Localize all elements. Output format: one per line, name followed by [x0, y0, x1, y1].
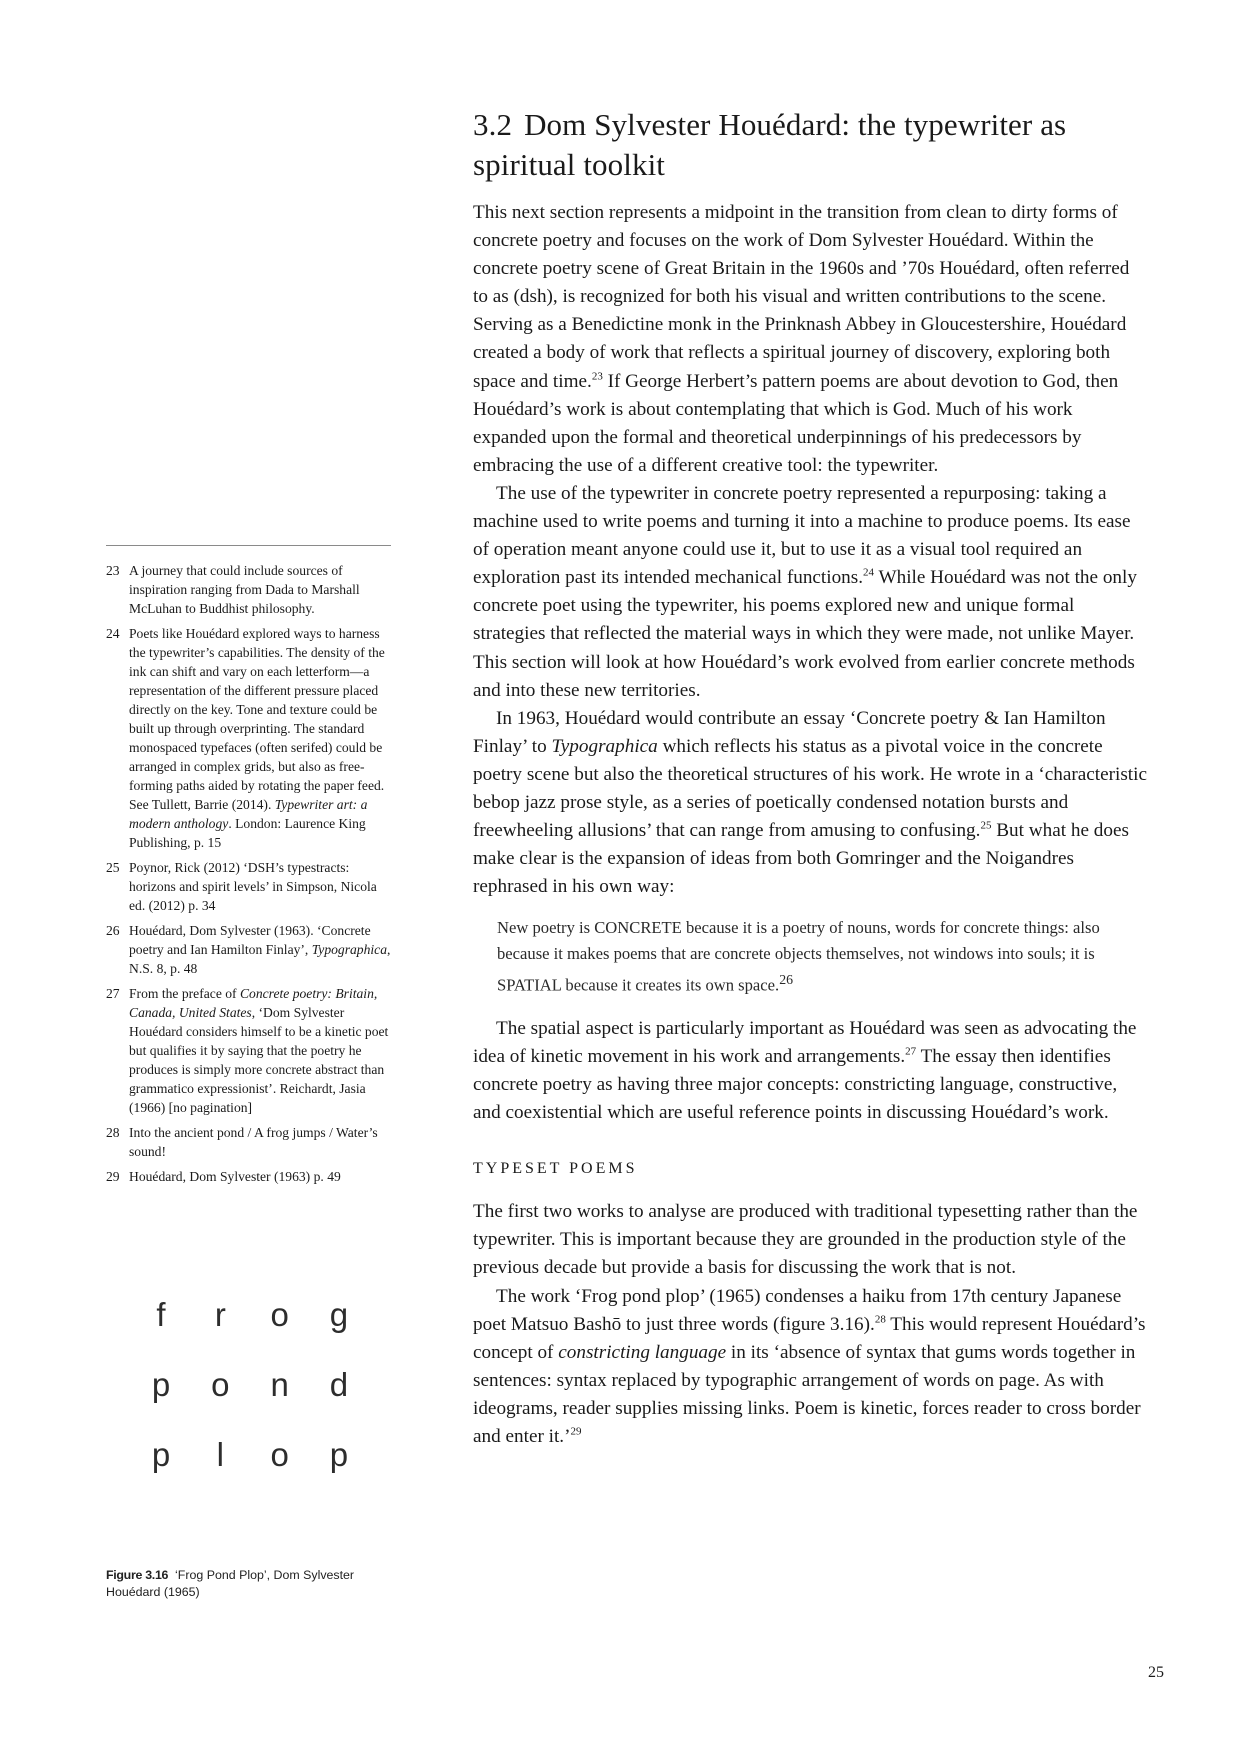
poem-letter: g — [329, 1296, 349, 1333]
text: , ‘Dom Sylvester Houédard considers himself to be a kinetic poet but qualifies it by saying that the poetry he produces is simply more concrete abstract than grammatico expressionist’. Reichardt, Jasia (1966) [no pagination] — [129, 1005, 389, 1115]
poem-letter: o — [270, 1296, 289, 1333]
text: This next section represents a midpoint in the transition from clean to dirty forms of concrete poetry and focuses on the work of Dom Sylvester Houédard. Within the concrete poetry scene of Great Britain in the 1960s and ’70s Houédard, often referred to as (dsh), is recognized for both his visual and written contributions to the scene. Serving as a Benedictine monk in the Prinknash Abbey in Gloucestershire, Houédard created a body of work that reflects a spiritual journey of discovery, exploring both space and time. — [473, 202, 1130, 392]
poem-row — [150, 1366, 350, 1404]
text: in its ‘absence of syntax that gums words together in sentences: syntax replaced by typographic arrangement of words on page. As with ideograms, reader supplies missing links. Poem is kinetic, forces reader to cross border and enter it.’ — [473, 1341, 1141, 1447]
text: If George Herbert’s pattern poems are about devotion to God, then Houédard’s work is about contemplating that which is God. Much of his work expanded upon the formal and theoretical underpinnings of his predecessors by embracing the use of a different creative tool: the typewriter. — [473, 370, 1119, 476]
footnote — [106, 921, 391, 978]
footnote-number: 24 — [106, 626, 120, 641]
italic-title: Typewriter art: a modern anthology — [129, 797, 368, 831]
footnote — [106, 1167, 391, 1186]
footnote — [106, 984, 391, 1117]
section-number: 3.2 — [473, 107, 513, 142]
text: The essay then identifies concrete poetry as having three major concepts: constricting language, constructive, and coexistential which are useful reference points in discussing Houédard’s work. — [473, 1045, 1118, 1124]
footnote-text: Houédard, Dom Sylvester (1963) p. 49 — [129, 1169, 341, 1184]
italic-title: Typographica — [311, 942, 387, 957]
footnote-ref[interactable]: 25 — [980, 819, 992, 832]
poem-row — [150, 1436, 350, 1474]
paragraph-5 — [473, 1198, 1148, 1282]
text: The first two works to analyse are produced with traditional typesetting rather than the typewriter. This is important because they are grounded in the production style of the previous decade but provide a basis for discussing the work that is not. — [473, 1201, 1138, 1279]
text: Poets like Houédard explored ways to harness the typewriter’s capabilities. The density of the ink can shift and vary on each letterform—a representation of the different pressure placed directly on the key. Tone and texture could be built up through overprinting. The standard monospaced typefaces (often serifed) could be arranged in complex grids, but also as free-forming paths aided by rotating the paper feed. See Tullett, Barrie (2014). — [129, 626, 385, 812]
quote-text: New poetry is CONCRETE because it is a poetry of nouns, words for concrete things: also because it makes poems that are concrete objects themselves, not windows into souls; it is SPATIAL because it creates its own space. — [497, 918, 1100, 995]
poem-row — [150, 1296, 350, 1334]
footnote — [106, 624, 391, 852]
footnote-number: 26 — [106, 923, 120, 938]
paragraph-3 — [473, 705, 1148, 902]
footnote-number: 28 — [106, 1125, 120, 1140]
italic-term: constricting language — [558, 1341, 727, 1363]
footnote-ref[interactable]: 23 — [591, 370, 603, 383]
poem-letter: o — [211, 1366, 230, 1403]
figure-frog-pond-plop — [106, 1290, 396, 1473]
page-number: 25 — [1148, 1664, 1164, 1681]
paragraph-1 — [473, 199, 1148, 480]
footnotes-column — [106, 545, 391, 1192]
poem-image — [106, 1290, 396, 1473]
footnote-ref[interactable]: 29 — [570, 1425, 582, 1438]
footnote-text — [129, 921, 391, 978]
text: But what he does make clear is the expansion of ideas from both Gomringer and the Noigandres rephrased in his own way: — [473, 820, 1129, 898]
poem-letter: n — [270, 1366, 289, 1403]
footnote-ref[interactable]: 24 — [863, 566, 875, 579]
footnote-text: Poynor, Rick (2012) ‘DSH’s typestracts: horizons and spirit levels’ in Simpson, Nicola ed. (2012) p. 34 — [129, 860, 377, 913]
text: The work ‘Frog pond plop’ (1965) condenses a haiku from 17th century Japanese poet Matsuo Bashō to just three words (figure 3.16). — [473, 1285, 1122, 1335]
footnote-number: 23 — [106, 563, 120, 578]
footnote-rule — [106, 545, 391, 546]
footnote-text — [129, 984, 391, 1117]
footnote-ref[interactable]: 27 — [905, 1045, 917, 1058]
poem-letter: p — [151, 1436, 171, 1473]
footnote-number: 25 — [106, 860, 120, 875]
italic-title: Typographica — [551, 735, 658, 757]
poem-letter: p — [329, 1436, 349, 1473]
footnote-text: A journey that could include sources of inspiration ranging from Dada to Marshall McLuhan to Buddhist philosophy. — [129, 563, 360, 616]
footnote-ref[interactable]: 28 — [874, 1313, 886, 1326]
footnote — [106, 858, 391, 915]
figure-caption — [106, 1567, 396, 1601]
text: Houédard, Dom Sylvester (1963). ‘Concrete poetry and Ian Hamilton Finlay’, — [129, 923, 371, 957]
footnote-text: Into the ancient pond / A frog jumps / Water’s sound! — [129, 1125, 378, 1159]
text: In 1963, Houédard would contribute an essay ‘Concrete poetry & Ian Hamilton Finlay’ to — [473, 707, 1106, 757]
poem-letter: o — [270, 1436, 289, 1473]
footnote-number: 27 — [106, 986, 120, 1001]
paragraph-6 — [473, 1283, 1148, 1452]
subheading: TYPESET POEMS — [473, 1160, 638, 1178]
poem-letter: r — [214, 1296, 226, 1333]
footnote-ref[interactable]: 26 — [779, 972, 794, 988]
italic-title: Concrete poetry: Britain, Canada, United States — [129, 986, 378, 1020]
caption-label: Figure 3.16 — [106, 1568, 169, 1582]
poem-letter: p — [151, 1366, 171, 1403]
main-column — [473, 105, 1148, 1451]
text: The use of the typewriter in concrete poetry represented a repurposing: taking a machine used to write poems and turning it into a machine to produce poems. Its ease of operation meant anyone could use it, but to use it as a visual tool required an exploration past its intended mechanical functions. — [473, 482, 1131, 589]
block-quote — [497, 915, 1148, 999]
poem-letter: f — [156, 1296, 166, 1333]
footnote — [106, 1123, 391, 1161]
text: which reflects his status as a pivotal voice in the concrete poetry scene but also the theoretical structures of his work. He wrote in a ‘characteristic bebop jazz prose style, as a series of poetically condensed notation bursts and freewheeling allusions’ that can range from amusing to confusing. — [473, 735, 1147, 842]
text: This would represent Houédard’s concept of — [473, 1313, 1146, 1363]
text: While Houédard was not the only concrete poet using the typewriter, his poems explored new and unique formal strategies that reflected the material ways in which they were made, not unlike Mayer. This section will look at how Houédard’s work evolved from earlier concrete methods and into these new territories. — [473, 567, 1137, 701]
footnote — [106, 561, 391, 618]
section-title — [473, 105, 1148, 185]
poem-letter: d — [329, 1366, 349, 1403]
text: From the preface of — [129, 986, 240, 1001]
footnote-text — [129, 624, 391, 852]
paragraph-4 — [473, 1015, 1148, 1127]
footnote-number: 29 — [106, 1169, 120, 1184]
poem-letter: l — [216, 1436, 224, 1473]
caption-text: ‘Frog Pond Plop’, Dom Sylvester Houédard (1965) — [106, 1568, 355, 1599]
paragraph-2 — [473, 480, 1148, 705]
text: , N.S. 8, p. 48 — [129, 942, 391, 976]
section-title-text: Dom Sylvester Houédard: the typewriter as spiritual toolkit — [473, 107, 1067, 182]
text: . London: Laurence King Publishing, p. 15 — [129, 816, 366, 850]
text: The spatial aspect is particularly important as Houédard was seen as advocating the idea of kinetic movement in his work and arrangements. — [473, 1017, 1137, 1067]
